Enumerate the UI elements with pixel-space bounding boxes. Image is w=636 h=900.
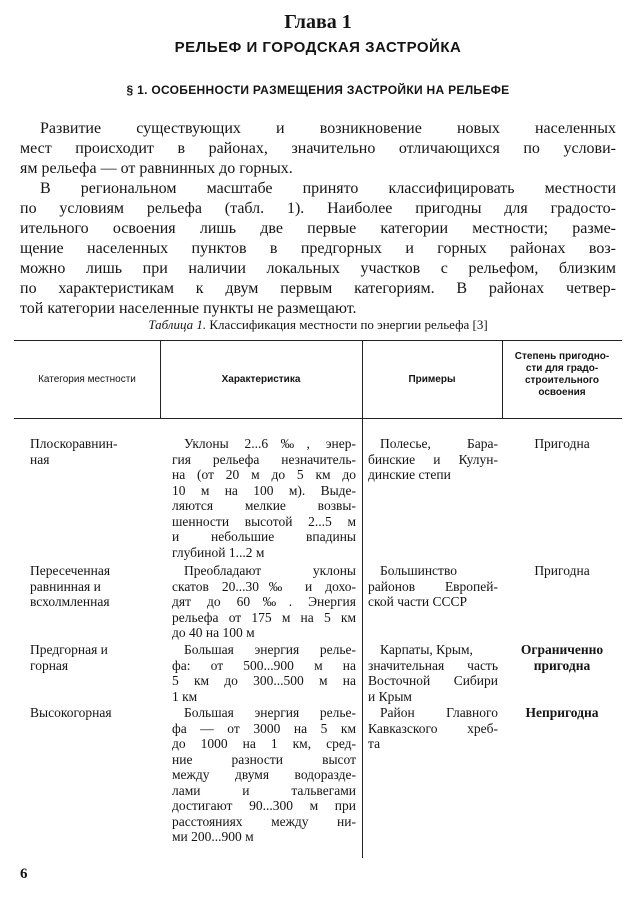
header-characteristic: Характеристика bbox=[221, 374, 301, 385]
cell-category bbox=[30, 563, 158, 610]
cell-line: равнинная и bbox=[30, 578, 101, 594]
cell-suitability: Непригодна bbox=[525, 705, 599, 720]
header-suitability-line: сти для градо- bbox=[525, 363, 599, 374]
cell-line: ми 200...900 м bbox=[172, 829, 254, 844]
cell-line: расстояниях между ни- bbox=[172, 813, 356, 829]
cell-line: пригодна bbox=[533, 657, 591, 673]
cell-line: ние разности высот bbox=[172, 751, 356, 767]
cell-line: Уклоны 2...6‰, энер- bbox=[184, 436, 356, 451]
paragraph-line: В региональном масштабе принято классифицировать местности bbox=[40, 180, 616, 197]
cell-examples bbox=[368, 642, 498, 704]
cell-line: ная bbox=[30, 451, 50, 467]
paragraph-line: мест происходит в районах, значительно отличающихся по услови- bbox=[20, 140, 616, 157]
cell-examples bbox=[368, 436, 498, 483]
cell-line: на (от 20 м до 5 км до bbox=[172, 467, 356, 482]
paragraph-line: Развитие существующих и возникновение новых населенных bbox=[40, 120, 616, 137]
cell-examples bbox=[368, 705, 498, 752]
cell-line: ляются мелкие возвы- bbox=[172, 498, 356, 513]
cell-suitability: Пригодна bbox=[534, 436, 590, 451]
header-category: Категория местности bbox=[38, 374, 136, 385]
cell-line: достигают 90...300 м при bbox=[172, 798, 356, 813]
cell-line: Большая энергия релье- bbox=[184, 705, 356, 720]
cell-line: Большая энергия релье- bbox=[184, 642, 356, 657]
cell-line: фа — от 3000 на 5 км bbox=[172, 720, 356, 736]
cell-line: лами и тальвегами bbox=[172, 782, 356, 798]
cell-line: бинские и Кулун- bbox=[368, 451, 498, 467]
section-title: § 1. ОСОБЕННОСТИ РАЗМЕЩЕНИЯ ЗАСТРОЙКИ НА РЕЛЬЕФЕ bbox=[126, 83, 510, 97]
header-suitability bbox=[502, 351, 622, 399]
cell-line: и небольшие впадины bbox=[172, 529, 356, 544]
header-examples: Примеры bbox=[408, 374, 456, 385]
cell-characteristic bbox=[172, 642, 356, 704]
table-caption-text: Классификация местности по энергии рельефа [3] bbox=[209, 317, 488, 332]
cell-category bbox=[30, 436, 158, 467]
cell-category bbox=[30, 642, 158, 673]
cell-line: значительная часть bbox=[368, 657, 498, 673]
cell-line: дят до 60‰. Энергия bbox=[172, 594, 356, 609]
table-column-divider bbox=[362, 418, 363, 858]
cell-category bbox=[30, 705, 158, 721]
cell-line: шенности высотой 2...5 м bbox=[172, 513, 356, 529]
paragraph-line: ям рельефа — от равнинных до горных. bbox=[20, 160, 293, 177]
cell-characteristic bbox=[172, 436, 356, 560]
paragraph-1 bbox=[20, 119, 616, 179]
chapter-heading: Глава 1 bbox=[284, 11, 352, 33]
cell-line: 10 м на 100 м). Выде- bbox=[172, 482, 356, 498]
cell-characteristic bbox=[172, 563, 356, 641]
paragraph-line: по характеристикам к двум первым категориям. В районах четвер- bbox=[20, 280, 616, 297]
cell-line: глубиной 1...2 м bbox=[172, 544, 265, 560]
cell-line: всхолмленная bbox=[30, 594, 110, 609]
paragraph-line: можно лишь при наличии локальных участков с рельефом, близким bbox=[20, 260, 616, 277]
cell-line: до 40 на 100 м bbox=[172, 625, 255, 640]
cell-line: Предгорная и bbox=[30, 642, 108, 657]
cell-line: Плоскоравнин- bbox=[30, 436, 118, 451]
header-suitability-line: Степень пригодно- bbox=[514, 351, 610, 362]
page-number: 6 bbox=[20, 866, 28, 882]
cell-line: между двумя водоразде- bbox=[172, 767, 356, 782]
cell-line: районов Европей- bbox=[368, 578, 498, 594]
cell-line: рельефа от 175 м на 5 км bbox=[172, 609, 356, 625]
cell-line: горная bbox=[30, 657, 69, 673]
paragraph-line: по условиям рельефа (табл. 1). Наиболее пригодны для градосто- bbox=[20, 200, 616, 217]
cell-line: Восточной Сибири bbox=[368, 673, 498, 688]
header-suitability-line: строительного bbox=[524, 375, 600, 386]
table-header-rule bbox=[14, 418, 622, 419]
cell-line: Полесье, Бара- bbox=[380, 436, 498, 451]
cell-line: 1 км bbox=[172, 688, 198, 704]
cell-line: 5 км до 300...500 м на bbox=[172, 673, 356, 688]
paragraph-2 bbox=[20, 179, 616, 319]
paragraph-line: той категории населенные пункты не размещают. bbox=[20, 300, 357, 317]
cell-line: и Крым bbox=[368, 688, 412, 704]
header-suitability-line: освоения bbox=[538, 387, 586, 398]
paragraph-line: ительного освоения лишь две первые категории местности; разме- bbox=[20, 220, 616, 237]
cell-line: Высокогорная bbox=[30, 705, 112, 720]
cell-line: Пересеченная bbox=[30, 563, 111, 578]
table-caption-label: Таблица 1. bbox=[148, 317, 207, 332]
cell-suitability: Пригодна bbox=[534, 563, 590, 578]
cell-line: динские степи bbox=[368, 467, 451, 482]
cell-line: Ограниченно bbox=[520, 642, 604, 657]
table-top-rule bbox=[14, 340, 622, 341]
chapter-title: РЕЛЬЕФ И ГОРОДСКАЯ ЗАСТРОЙКА bbox=[174, 39, 462, 56]
cell-line: Кавказского хреб- bbox=[368, 720, 498, 736]
cell-line: ской части СССР bbox=[368, 594, 468, 609]
cell-line: та bbox=[368, 736, 381, 751]
cell-line: Преобладают уклоны bbox=[184, 563, 356, 578]
cell-characteristic bbox=[172, 705, 356, 845]
cell-line: скатов 20...30‰ и дохо- bbox=[172, 578, 356, 594]
cell-line: до 1000 на 1 км, сред- bbox=[172, 736, 356, 751]
cell-line: Район Главного bbox=[380, 705, 498, 720]
cell-line: гия рельефа незначитель- bbox=[172, 451, 356, 467]
paragraph-line: щение населенных пунктов в предгорных и горных районах воз- bbox=[20, 240, 616, 257]
cell-examples bbox=[368, 563, 498, 610]
cell-line: фа: от 500...900 м на bbox=[172, 657, 356, 673]
cell-line: Карпаты, Крым, bbox=[380, 642, 473, 657]
cell-suitability bbox=[502, 642, 622, 673]
table-caption bbox=[0, 317, 636, 333]
cell-line: Большинство bbox=[380, 563, 457, 578]
